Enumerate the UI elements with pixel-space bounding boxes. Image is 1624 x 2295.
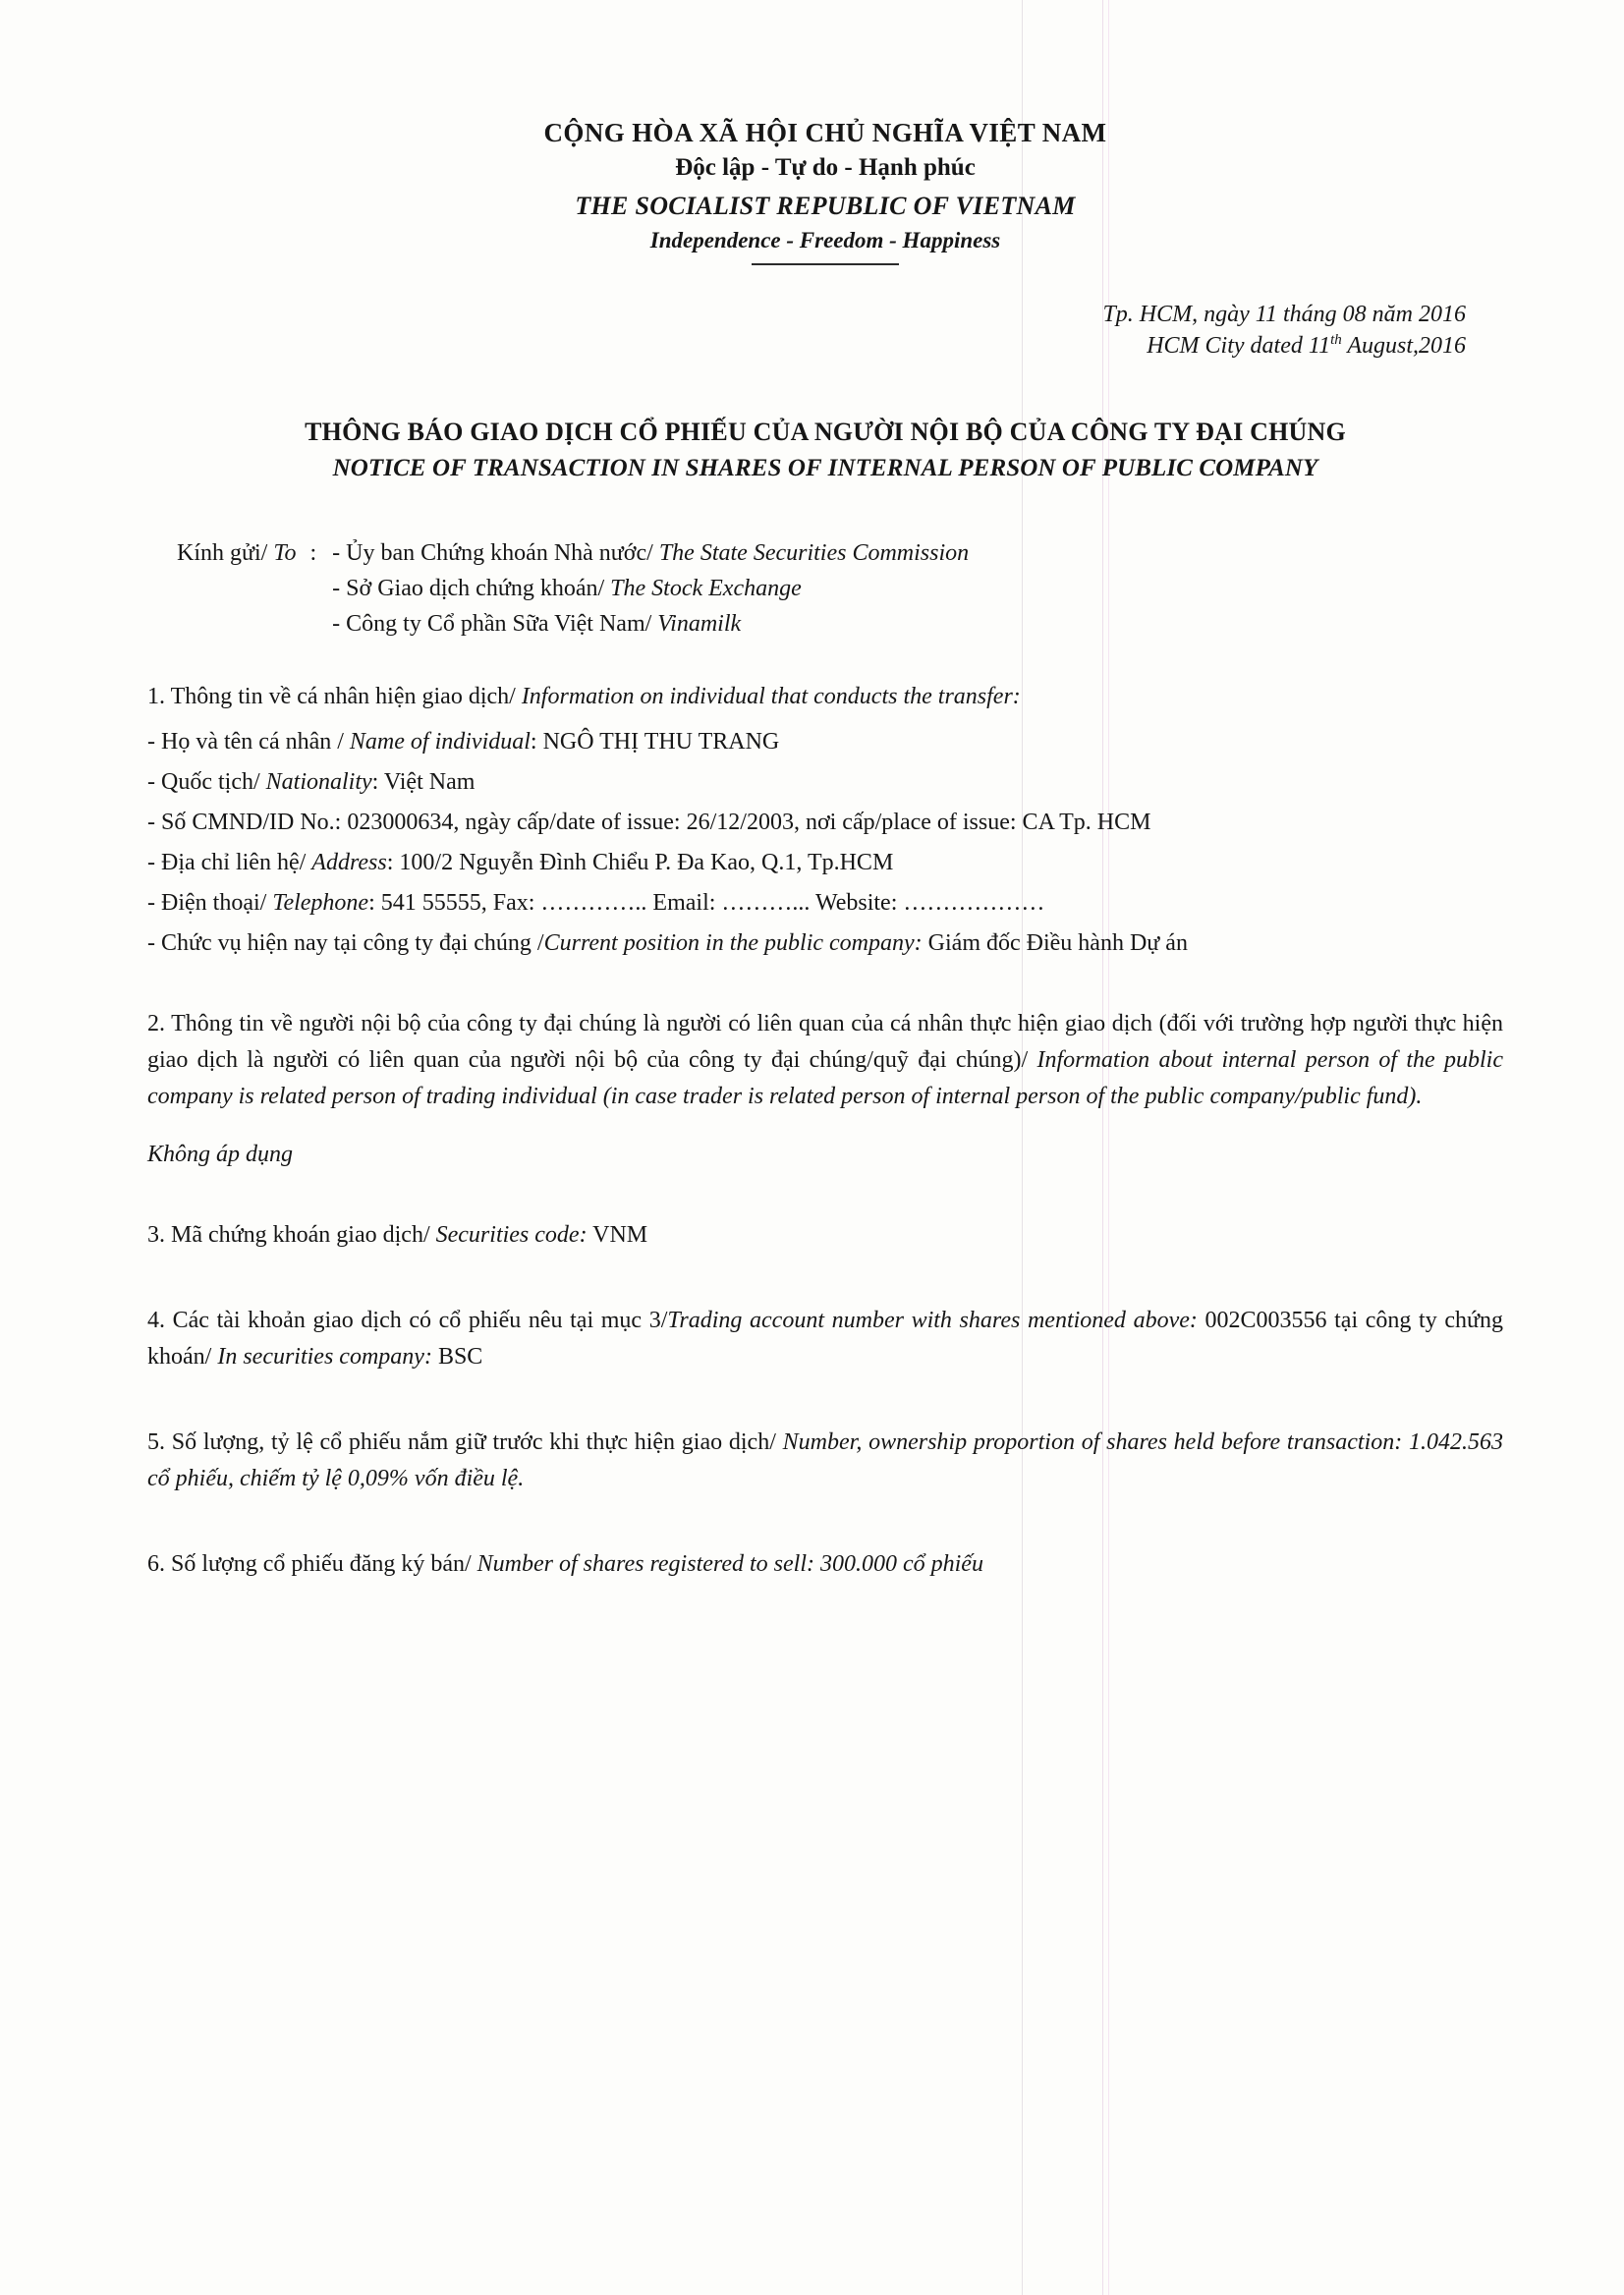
field-nationality: - Quốc tịch/ Nationality: Việt Nam	[147, 768, 476, 795]
section-3: 3. Mã chứng khoán giao dịch/ Securities code: VNM	[147, 1221, 648, 1248]
recipients-label-en: To	[273, 539, 297, 566]
field-name: - Họ và tên cá nhân / Name of individual: NGÔ THỊ THU TRANG	[147, 728, 780, 755]
recipient-item: - Ủy ban Chứng khoán Nhà nước/ The State Securities Commission	[332, 539, 970, 566]
document-title-vn: THÔNG BÁO GIAO DỊCH CỔ PHIẾU CỦA NGƯỜI NỘI BỘ CỦA CÔNG TY ĐẠI CHÚNG	[305, 417, 1346, 446]
country-name-vn: CỘNG HÒA XÃ HỘI CHỦ NGHĨA VIỆT NAM	[543, 118, 1107, 147]
recipient-item: - Sở Giao dịch chứng khoán/ The Stock Exchange	[332, 575, 802, 601]
document-content	[147, 118, 1503, 1584]
date-en-prefix: HCM City dated 11	[1147, 333, 1331, 360]
field-id-number: - Số CMND/ID No.: 023000634, ngày cấp/date of issue: 26/12/2003, nơi cấp/place of issue: CA Tp. HCM	[147, 809, 1151, 835]
recipients-colon: :	[309, 539, 317, 566]
field-current-position: - Chức vụ hiện nay tại công ty đại chúng /Current position in the public company: Giám đốc Điều hành Dự án	[147, 929, 1188, 956]
motto-en: Independence - Freedom - Happiness	[649, 228, 1001, 252]
section-2: 2. Thông tin về người nội bộ của công ty đại chúng là người có liên quan của cá nhân thực hiện giao dịch (đối với trường hợp người thực hiện giao dịch là người có liên quan của người nội bộ của công ty đại chúng/quỹ đại chúng)/ Information about internal person of the public company is related person of trading individual (in case trader is related person of internal person of the public company/public fund).	[147, 1010, 1503, 1110]
section-4: 4. Các tài khoản giao dịch có cổ phiếu nêu tại mục 3/Trading account number with shares mentioned above: 002C003556 tại công ty chứng khoán/ In securities company: BSC	[147, 1307, 1503, 1370]
recipient-item: - Công ty Cổ phần Sữa Việt Nam/ Vinamilk	[332, 610, 742, 637]
recipients-block	[177, 535, 1503, 642]
section-5: 5. Số lượng, tỷ lệ cổ phiếu nắm giữ trước khi thực hiện giao dịch/ Number, ownership proportion of shares held before transaction: 1.042.563 cổ phiếu, chiếm tỷ lệ 0,09% vốn điều lệ.	[147, 1429, 1504, 1492]
date-en	[147, 330, 1466, 362]
country-name-en: THE SOCIALIST REPUBLIC OF VIETNAM	[575, 192, 1076, 220]
section-6: 6. Số lượng cổ phiếu đăng ký bán/ Number of shares registered to sell: 300.000 cổ phiếu	[147, 1551, 983, 1578]
recipients-label	[177, 535, 310, 642]
header-divider	[752, 263, 899, 265]
section-1-heading: 1. Thông tin về cá nhân hiện giao dịch/ Information on individual that conducts the transfer:	[147, 683, 1021, 709]
recipients-list	[332, 535, 969, 642]
document-title-en: NOTICE OF TRANSACTION IN SHARES OF INTERNAL PERSON OF PUBLIC COMPANY	[332, 454, 1318, 481]
field-address: - Địa chỉ liên hệ/ Address: 100/2 Nguyễn Đình Chiểu P. Đa Kao, Q.1, Tp.HCM	[147, 849, 894, 875]
date-en-suffix: August,2016	[1341, 333, 1466, 360]
date-en-ordinal: th	[1330, 332, 1342, 349]
motto-vn: Độc lập - Tự do - Hạnh phúc	[675, 154, 976, 181]
date-vn: Tp. HCM, ngày 11 tháng 08 năm 2016	[1102, 302, 1466, 327]
recipients-label-vn: Kính gửi/	[177, 539, 268, 566]
section-2-note: Không áp dụng	[147, 1141, 294, 1167]
date-block	[147, 299, 1503, 363]
field-telephone: - Điện thoại/ Telephone: 541 55555, Fax: ………….. Email: ………... Website: ………………	[147, 889, 1045, 916]
